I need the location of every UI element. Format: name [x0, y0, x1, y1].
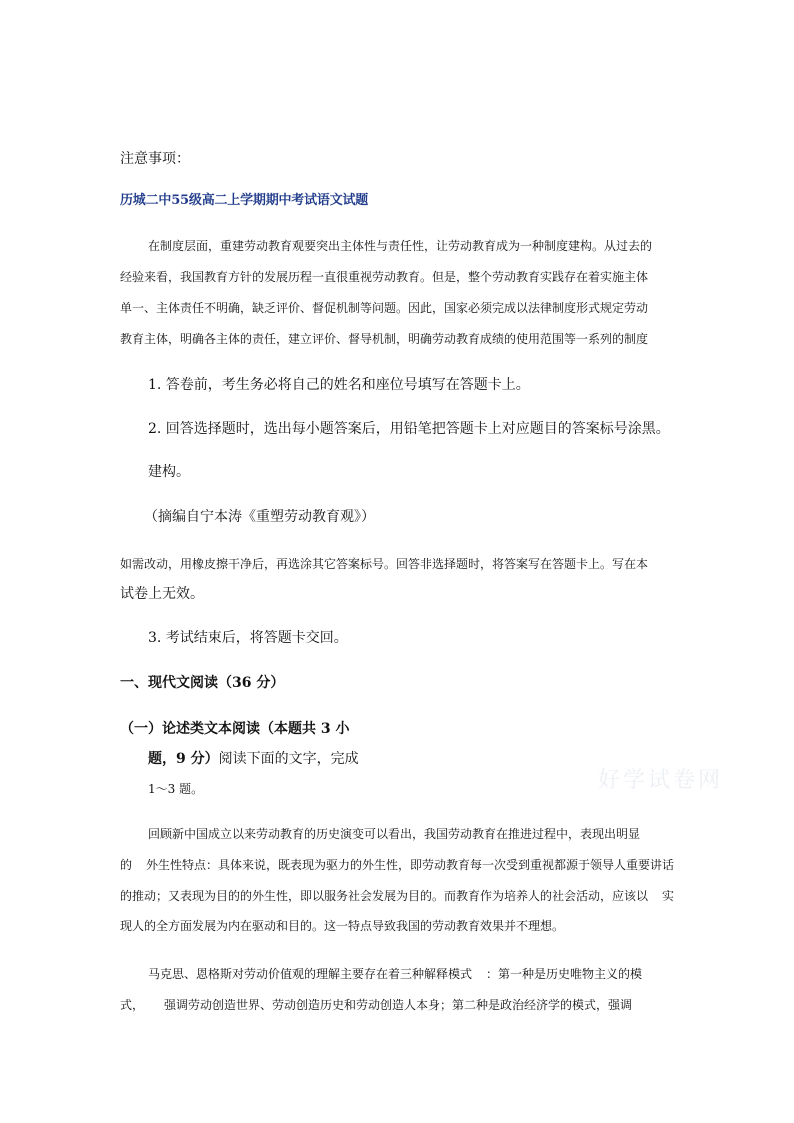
marx-fragment-a: 马克思、恩格斯对劳动价值观的理解主要存在着三种解释模式 [148, 967, 473, 981]
watermark: 好学试卷网 [598, 768, 724, 793]
subsection-line-2 [148, 750, 359, 768]
instruction-3: 3. 考试结束后，将答题卡交回。 [148, 630, 348, 646]
construct-word: 建构。 [148, 464, 190, 480]
history-fragment-b: 外生性特点：具体来说，既表现为驱力的外生性，即劳动教育每一次受到重视都源于领导人重要讲话 [146, 858, 675, 872]
history-line-1: 回顾新中国成立以来劳动教育的历史演变可以看出，我国劳动教育在推进过程中，表现出明显 [148, 827, 641, 841]
marx-fragment-b: ：第一种是历史唯物主义的模 [486, 967, 643, 981]
history-fragment-a: 的 [120, 858, 133, 872]
intro-line-1: 在制度层面，重建劳动教育观要突出主体性与责任性，让劳动教育成为一种制度建构。从过去的 [148, 239, 653, 253]
subsection-score: 题，9 分） [148, 751, 219, 767]
citation: （摘编自宁本涛《重塑劳动教育观》） [144, 509, 375, 525]
marx-line-1 [148, 965, 642, 983]
modify-line-1: 如需改动，用橡皮擦干净后，再选涂其它答案标号。回答非选择题时，将答案写在答题卡上。写在本 [120, 557, 649, 571]
history-fragment-d: 实 [662, 889, 675, 903]
document-title: 历城二中55级高二上学期期中考试语文试题 [120, 193, 369, 208]
intro-line-3: 单一、主体责任不明确，缺乏评价、督促机制等问题。因此，国家必须完成以法律制度形式规定劳动 [120, 301, 649, 315]
marx-line-2 [120, 996, 632, 1014]
history-line-4: 现人的全方面发展为内在驱动和目的。这一特点导致我国的劳动教育效果并不理想。 [120, 919, 565, 933]
marx-fragment-c: 式， [120, 998, 145, 1012]
modify-line-2: 试卷上无效。 [120, 586, 204, 602]
history-line-3 [120, 887, 674, 905]
section-heading: 一、现代文阅读（36 分） [120, 675, 285, 691]
history-fragment-c: 的推动；又表现为目的的外生性，即以服务社会发展为目的。而教育作为培养人的社会活动，应该以 [120, 889, 649, 903]
marx-fragment-d: 强调劳动创造世界、劳动创造历史和劳动创造人本身；第二种是政治经济学的模式，强调 [164, 998, 633, 1012]
instruction-1: 1. 答卷前，考生务必将自己的姓名和座位号填写在答题卡上。 [148, 377, 530, 393]
notice-heading: 注意事项： [120, 151, 190, 167]
history-line-2 [120, 856, 674, 874]
instruction-2: 2. 回答选择题时，选出每小题答案后，用铅笔把答题卡上对应题目的答案标号涂黑。 [148, 421, 670, 437]
intro-line-2: 经验来看，我国教育方针的发展历程一直很重视劳动教育。但是，整个劳动教育实践存在着实施主体 [120, 270, 649, 284]
subsection-heading: （一）论述类文本阅读（本题共 3 小 [120, 721, 350, 737]
subsection-line-3: 1～3 题。 [148, 782, 204, 796]
subsection-instruction: 阅读下面的文字，完成 [218, 751, 359, 767]
intro-line-4: 教育主体，明确各主体的责任，建立评价、督导机制，明确劳动教育成绩的使用范围等一系列的制度 [120, 332, 649, 346]
